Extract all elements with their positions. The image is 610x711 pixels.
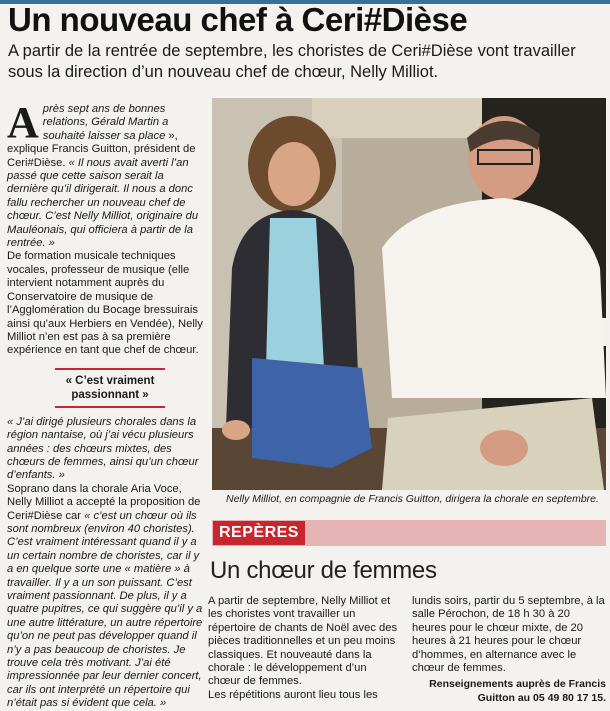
intro-quote: près sept ans de bonnes relations, Gérald Martin a souhaité laisser sa place bbox=[42, 103, 169, 142]
article-lead: A partir de la rentrée de septembre, les choristes de Ceri#Dièse vont travailler sous la direction d’un nouveau chef de chœur, Nelly Milliot. bbox=[8, 42, 576, 81]
proposal-quote: « c’est un chœur où ils sont nombreux (environ 40 choristes). C’est vraiment intéressant quand il y a un certain nombre de choristes, car il y a en quelque sorte une « matière » à travailler. Il y a un son puissant. C’est vraiment passionnant. De plus, il y a quatre pupitres, ce qui suggère qu’il y a une autre littérature, un autre répertoire qu’on ne peut pas développer quand il n’y a pas beaucoup de choristes. Je trouve cela très motivant. J’ai été impressionnée par leur dernier concert, car ils ont interprété un répertoire qui n’était pas si évident que cela. » bbox=[7, 509, 203, 710]
reperes-info-line-1: Renseignements auprès de Francis bbox=[429, 678, 606, 691]
article-body-column bbox=[7, 98, 205, 711]
reperes-column-2 bbox=[412, 595, 606, 705]
intro-quote-continued: « Il nous avait averti l’an passé que cette saison serait la dernière qu’il dirigerait. Il nous a donc fallu rechercher un nouveau chef de chœur. C’est Nelly Milliot, originaire du Mauléonais, qui officiera à partir de la rentrée. » bbox=[7, 156, 199, 250]
reperes-info-line-2: Guitton au 05 49 80 17 15. bbox=[477, 691, 606, 704]
reperes-subtitle: Un chœur de femmes bbox=[210, 557, 437, 584]
reperes-text-1: A partir de septembre, Nelly Milliot et les choristes vont travailler un répertoire de chants de Noël avec des pièces traditionnelles et un peu moins classiques. Et nouveauté dans la chorale : le développement d’un chœur de femmes. bbox=[208, 595, 398, 688]
paragraph-intro bbox=[7, 98, 205, 250]
proposal-text: Soprano dans la chorale Aria Voce, Nelly Milliot a accepté la proposition de Ceri#Dièse car bbox=[7, 482, 201, 522]
pull-quote: « C’est vraiment passionnant » bbox=[55, 368, 165, 408]
drop-cap: A bbox=[7, 98, 39, 147]
paragraph-background: De formation musicale techniques vocales, professeur de musique (elle intervient notamment auprès du Conservatoire de musique de l’Agglomération du Bocage bressuirais ainsi qu’aux Herbiers en Vendée), Nelly Milliot n’en est pas à sa première expérience en tant que chef de chœur. bbox=[7, 250, 203, 357]
reperes-label: REPÈRES bbox=[213, 521, 305, 545]
article-photo bbox=[212, 98, 606, 490]
article-title: Un nouveau chef à Ceri#Dièse bbox=[8, 1, 468, 38]
reperes-text-1b: Les répétitions auront lieu tous les bbox=[208, 688, 378, 701]
reperes-text-2: lundis soirs, partir du 5 septembre, à la salle Pérochon, de 18 h 30 à 20 heures pour le chœur mixte, de 20 heures à 21 heures pour le chœur d’hommes, en alternance avec le chœur de femmes. bbox=[412, 595, 605, 675]
paragraph-proposal bbox=[7, 483, 205, 711]
intro-attribution: », explique Francis Guitton, président de Ceri#Dièse. bbox=[7, 129, 196, 169]
paragraph-experience: « J’ai dirigé plusieurs chorales dans la région nantaise, où j’ai vécu plusieurs années : des chœurs mixtes, des chœurs de femmes, ainsi qu’un chœur d’enfants. » bbox=[7, 415, 199, 482]
reperes-column-1 bbox=[208, 595, 400, 702]
photo-caption: Nelly Milliot, en compagnie de Francis Guitton, dirigera la chorale en septembre. bbox=[226, 493, 599, 505]
